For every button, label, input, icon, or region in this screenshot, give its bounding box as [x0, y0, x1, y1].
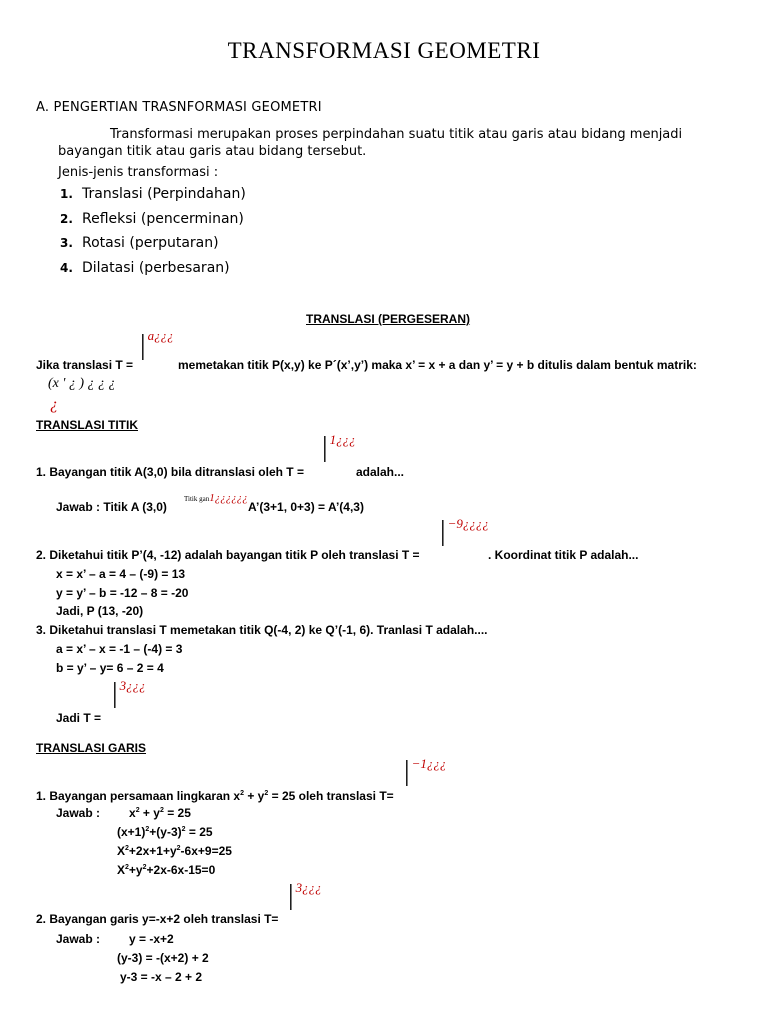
- translasi-titik-heading: TRANSLASI TITIK: [36, 418, 138, 432]
- garis-q1-step: $X^2+y^2+2x-6x-15=0$: [117, 863, 216, 877]
- section-a-heading: A. PENGERTIAN TRASNFORMASI GEOMETRI: [36, 100, 322, 115]
- titik-q3: 3. Diketahui translasi T memetakan titik Q(-4, 2) ke Q’(-1, 6). Tranlasi T adalah....: [36, 623, 488, 637]
- translasi-definition-right: memetakan titik P(x,y) ke P´(x’,y’) maka x’ = x + a dan y’ = y + b ditulis dalam bentuk matrik:: [178, 358, 697, 372]
- matrix-t2-placeholder: | $^{-9¿¿¿¿}$: [440, 516, 489, 547]
- matrix-formula-tail: ¿: [50, 396, 58, 413]
- titik-q1: 1. Bayangan titik A(3,0) bila ditranslasi oleh T =: [36, 465, 304, 479]
- titik-q3-line: b = y’ – y= 6 – 2 = 4: [56, 661, 164, 675]
- translasi-garis-heading: TRANSLASI GARIS: [36, 741, 147, 755]
- garis-q2-step: y = -x+2: [129, 932, 174, 946]
- titik-q3-jadi: Jadi T =: [56, 711, 102, 725]
- intro-paragraph-line2: bayangan titik atau garis atau bidang tersebut.: [58, 144, 367, 159]
- garis-q2: 2. Bayangan garis y=-x+2 oleh translasi T=: [36, 912, 279, 926]
- matrix-t3-placeholder: | $^{3¿¿¿}$: [112, 678, 146, 709]
- list-item: 1. Translasi (Perpindahan): [60, 186, 246, 202]
- titik-q1-answer-left: Jawab : Titik A (3,0): [56, 500, 167, 514]
- titik-q2: 2. Diketahui titik P’(4, -12) adalah bayangan titik P oleh translasi T =: [36, 548, 420, 562]
- titik-q1-answer-right: A’(3+1, 0+3) = A’(4,3): [248, 500, 364, 514]
- list-item: 3. Rotasi (perputaran): [60, 235, 219, 251]
- garis-q2-step: y-3 = -x – 2 + 2: [120, 970, 203, 984]
- garis-q1-step: $X^2+2x+1+y^2-6x+9=25$: [117, 844, 232, 858]
- translasi-heading: TRANSLASI (PERGESERAN): [306, 312, 471, 326]
- matrix-formula-placeholder: (x ' ¿ ) ¿ ¿ ¿: [48, 376, 116, 391]
- list-item: 4. Dilatasi (perbesaran): [60, 260, 230, 276]
- matrix-t5-placeholder: | $^{3¿¿¿}$: [288, 880, 322, 911]
- matrix-t1-placeholder: | $^{1¿¿¿}$: [322, 432, 356, 463]
- jenis-label: Jenis-jenis transformasi :: [58, 165, 219, 180]
- translasi-definition-left: Jika translasi T =: [36, 358, 134, 372]
- jawab-label: Jawab :: [56, 806, 101, 820]
- titik-q2-end: . Koordinat titik P adalah...: [488, 548, 639, 562]
- page-title: TRANSFORMASI GEOMETRI: [227, 38, 541, 63]
- matrix-answer-placeholder: Titik gan1¿¿¿¿¿¿: [184, 492, 248, 504]
- titik-q1-end: adalah...: [356, 465, 405, 479]
- titik-q2-line: Jadi, P (13, -20): [56, 604, 144, 618]
- intro-paragraph-line1: Transformasi merupakan proses perpindahan suatu titik atau garis atau bidang menjadi: [110, 127, 683, 142]
- garis-q1-step: $x^2 + y^2 = 25$: [129, 806, 191, 820]
- garis-q1: 1. Bayangan persamaan lingkaran $x^2 + y^2 = 25$ oleh translasi T=: [36, 789, 394, 803]
- jawab-label: Jawab :: [56, 932, 101, 946]
- garis-q1-step: $(x+1)^2+(y-3)^2 = 25$: [117, 825, 213, 839]
- titik-q2-line: x = x’ – a = 4 – (-9) = 13: [56, 567, 186, 581]
- list-item: 2. Refleksi (pencerminan): [60, 211, 244, 227]
- titik-q3-line: a = x’ – x = -1 – (-4) = 3: [56, 642, 183, 656]
- titik-q2-line: y = y’ – b = -12 – 8 = -20: [56, 586, 189, 600]
- matrix-t4-placeholder: | $^{-1¿¿¿}$: [404, 756, 447, 787]
- garis-q2-step: (y-3) = -(x+2) + 2: [117, 951, 209, 965]
- matrix-t-placeholder: | $^{a¿¿¿}$: [140, 328, 174, 361]
